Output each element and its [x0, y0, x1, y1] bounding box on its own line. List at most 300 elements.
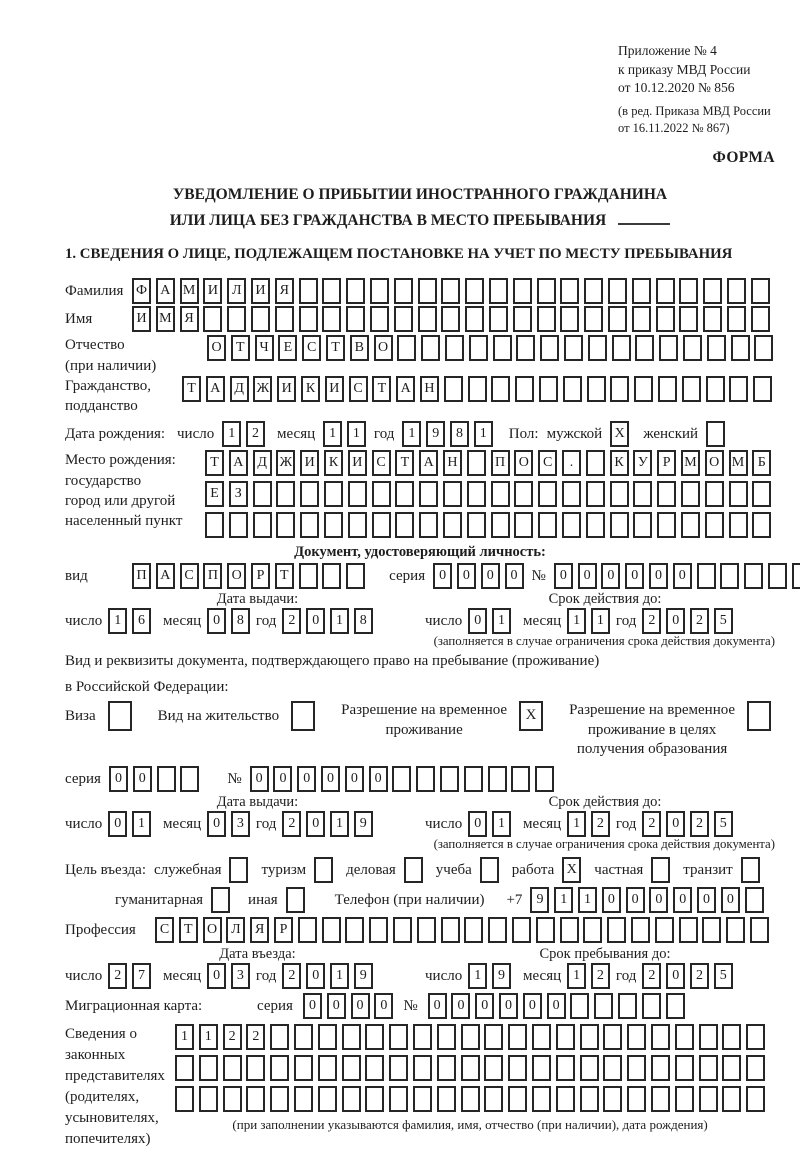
char-cell: [570, 993, 589, 1019]
char-cell: 0: [250, 766, 269, 792]
char-cell: Л: [227, 278, 246, 304]
doc-issue-day-cells: [108, 608, 151, 634]
doc-issue-year-cells: [282, 608, 372, 634]
char-cell: [342, 1024, 361, 1050]
identity-doc-row: [65, 563, 775, 589]
char-cell: 2: [282, 963, 301, 989]
char-cell: 1: [492, 608, 511, 634]
char-cell: [583, 917, 602, 943]
char-cell: П: [203, 563, 222, 589]
char-cell: 9: [530, 887, 549, 913]
char-cell: [705, 481, 724, 507]
char-cell: [556, 1086, 575, 1112]
doc-dates-row: [65, 608, 775, 634]
birthplace-cells-3: [205, 512, 771, 538]
doc-valid-group: [425, 608, 733, 634]
char-cell: [464, 917, 483, 943]
char-cell: [603, 1086, 622, 1112]
char-cell: [417, 917, 436, 943]
char-cell: О: [227, 563, 246, 589]
char-cell: 0: [505, 563, 524, 589]
char-cell: [705, 512, 724, 538]
char-cell: Т: [372, 376, 391, 402]
birthplace-cells-block: [205, 450, 771, 543]
char-cell: [754, 335, 773, 361]
section1-heading: 1. СВЕДЕНИЯ О ЛИЦЕ, ПОДЛЕЖАЩЕМ ПОСТАНОВКЕ НА УЧЕТ ПО МЕСТУ ПРЕБЫВАНИЯ: [65, 246, 733, 263]
identity-doc-heading: Документ, удостоверяющий личность:: [294, 544, 546, 561]
char-cell: 8: [450, 421, 469, 447]
purpose-label: Цель въезда:: [65, 861, 146, 878]
char-cell: 2: [246, 1024, 265, 1050]
legal-reps-cells-3: [175, 1086, 765, 1112]
char-cell: [413, 1086, 432, 1112]
sex-label: Пол:: [508, 426, 539, 443]
char-cell: [372, 512, 391, 538]
month-label: месяц: [523, 612, 562, 629]
char-cell: [441, 278, 460, 304]
char-cell: [445, 335, 464, 361]
permit-number-label: №: [227, 771, 242, 788]
char-cell: [480, 857, 499, 883]
year-label: год: [615, 612, 637, 629]
char-cell: Р: [657, 450, 676, 476]
char-cell: Т: [205, 450, 224, 476]
char-cell: [318, 1055, 337, 1081]
char-cell: [389, 1086, 408, 1112]
char-cell: 0: [601, 563, 620, 589]
name-row: [65, 306, 775, 332]
char-cell: [681, 481, 700, 507]
char-cell: М: [180, 278, 199, 304]
char-cell: 0: [345, 766, 364, 792]
char-cell: [394, 278, 413, 304]
year-label: год: [255, 612, 277, 629]
profession-cells: [155, 917, 769, 943]
char-cell: [461, 1086, 480, 1112]
char-cell: [727, 306, 746, 332]
char-cell: С: [538, 450, 557, 476]
vnzh-checkbox: [291, 701, 315, 731]
permit-valid-day-cells: [468, 811, 511, 837]
char-cell: 2: [282, 608, 301, 634]
char-cell: [211, 887, 230, 913]
char-cell: [563, 376, 582, 402]
char-cell: [512, 917, 531, 943]
char-cell: 3: [231, 963, 250, 989]
issue-date-header: Дата выдачи:: [216, 591, 299, 608]
legal-reps-row: [65, 1024, 775, 1150]
char-cell: С: [302, 335, 321, 361]
char-cell: [745, 887, 764, 913]
char-cell: [658, 376, 677, 402]
char-cell: [180, 766, 199, 792]
char-cell: [299, 563, 318, 589]
char-cell: [746, 1086, 765, 1112]
char-cell: [720, 563, 739, 589]
legal-reps-label-line: (родителях,: [65, 1088, 140, 1105]
legal-reps-note: (при заполнении указываются фамилия, имя, отчество (при наличии), дата рождения): [232, 1116, 708, 1132]
char-cell: [631, 917, 650, 943]
permit-valid-year-cells: [642, 811, 732, 837]
char-cell: [516, 335, 535, 361]
entry-date-group: [65, 963, 425, 989]
char-cell: [656, 306, 675, 332]
char-cell: 0: [523, 993, 542, 1019]
work-label: работа: [511, 861, 555, 878]
char-cell: 1: [567, 608, 586, 634]
citizenship-label: [65, 376, 182, 417]
stay-until-group: [425, 963, 733, 989]
char-cell: 0: [673, 563, 692, 589]
char-cell: И: [277, 376, 296, 402]
work-checkbox: [562, 857, 581, 883]
char-cell: [419, 481, 438, 507]
stay-day-cells: [468, 963, 511, 989]
char-cell: [633, 512, 652, 538]
doc-kind-cells: [132, 563, 365, 589]
year-label: год: [373, 426, 395, 443]
day-label: число: [65, 967, 103, 984]
edition-line: (в ред. Приказа МВД России: [618, 103, 771, 118]
char-cell: Е: [205, 481, 224, 507]
visit-purpose-row: [65, 857, 775, 883]
char-cell: [586, 512, 605, 538]
appendix-line: к приказу МВД России: [618, 61, 751, 77]
month-label: месяц: [163, 612, 202, 629]
char-cell: Т: [275, 563, 294, 589]
char-cell: [537, 278, 556, 304]
char-cell: [556, 1055, 575, 1081]
char-cell: [729, 512, 748, 538]
char-cell: [751, 306, 770, 332]
residence-doc-line1: Вид и реквизиты документа, подтверждающего право на пребывание (проживание): [65, 652, 600, 669]
char-cell: [465, 306, 484, 332]
birthplace-cells-2: [205, 481, 771, 507]
char-cell: И: [300, 450, 319, 476]
char-cell: 8: [354, 608, 373, 634]
month-label: месяц: [163, 967, 202, 984]
char-cell: [253, 512, 272, 538]
rvp-edu-checkbox: [747, 701, 771, 731]
char-cell: 0: [306, 811, 325, 837]
study-label: учеба: [435, 861, 472, 878]
char-cell: 0: [374, 993, 393, 1019]
char-cell: [679, 917, 698, 943]
char-cell: [175, 1086, 194, 1112]
name-cells: [132, 306, 770, 332]
permit-issue-day-cells: [108, 811, 151, 837]
char-cell: [610, 481, 629, 507]
char-cell: [346, 278, 365, 304]
char-cell: [697, 563, 716, 589]
char-cell: [348, 512, 367, 538]
char-cell: 0: [721, 887, 740, 913]
char-cell: [397, 335, 416, 361]
birthplace-row: [65, 450, 775, 543]
doc-valid-month-cells: [567, 608, 610, 634]
char-cell: [421, 335, 440, 361]
char-cell: [513, 278, 532, 304]
char-cell: [348, 481, 367, 507]
char-cell: Т: [395, 450, 414, 476]
char-cell: [322, 917, 341, 943]
char-cell: К: [301, 376, 320, 402]
char-cell: 5: [714, 811, 733, 837]
char-cell: [300, 512, 319, 538]
char-cell: 1: [567, 963, 586, 989]
visa-label: Виза: [65, 707, 96, 724]
char-cell: [655, 917, 674, 943]
char-cell: [635, 335, 654, 361]
doc-number-cells: [554, 563, 800, 589]
char-cell: 0: [207, 608, 226, 634]
char-cell: X: [610, 421, 629, 447]
char-cell: [464, 766, 483, 792]
form-title: [65, 182, 775, 235]
char-cell: [727, 278, 746, 304]
char-cell: Р: [274, 917, 293, 943]
char-cell: [683, 335, 702, 361]
doc-valid-year-cells: [642, 608, 732, 634]
issue-date-header: Дата выдачи:: [216, 794, 299, 811]
char-cell: [594, 993, 613, 1019]
citizenship-label-line: Гражданство,: [65, 377, 152, 394]
char-cell: [322, 306, 341, 332]
entry-dates-row: [65, 963, 775, 989]
char-cell: [246, 1055, 265, 1081]
char-cell: [469, 335, 488, 361]
char-cell: 2: [690, 811, 709, 837]
char-cell: [444, 376, 463, 402]
char-cell: [731, 335, 750, 361]
char-cell: [540, 335, 559, 361]
char-cell: [560, 917, 579, 943]
char-cell: [322, 278, 341, 304]
char-cell: [610, 376, 629, 402]
char-cell: [372, 481, 391, 507]
char-cell: [746, 1024, 765, 1050]
char-cell: 9: [354, 811, 373, 837]
char-cell: X: [562, 857, 581, 883]
char-cell: [345, 917, 364, 943]
char-cell: 9: [354, 963, 373, 989]
char-cell: [199, 1055, 218, 1081]
char-cell: [394, 306, 413, 332]
char-cell: [443, 512, 462, 538]
char-cell: [488, 766, 507, 792]
char-cell: [199, 1086, 218, 1112]
patronymic-label-line: (при наличии): [65, 357, 157, 374]
char-cell: 1: [222, 421, 241, 447]
char-cell: [299, 306, 318, 332]
char-cell: 0: [578, 563, 597, 589]
char-cell: [627, 1086, 646, 1112]
char-cell: [706, 421, 725, 447]
char-cell: А: [206, 376, 225, 402]
char-cell: 0: [451, 993, 470, 1019]
char-cell: [538, 481, 557, 507]
mig-series-label: серия: [257, 997, 293, 1014]
char-cell: 0: [351, 993, 370, 1019]
stay-until-header: Срок пребывания до:: [539, 945, 671, 962]
patronymic-label: [65, 335, 207, 376]
male-checkbox: [610, 421, 629, 447]
char-cell: 1: [474, 421, 493, 447]
surname-label: Фамилия: [65, 283, 124, 300]
char-cell: [465, 278, 484, 304]
business-label: деловая: [346, 861, 396, 878]
char-cell: [108, 701, 132, 731]
char-cell: [729, 376, 748, 402]
year-label: год: [255, 815, 277, 832]
char-cell: 2: [642, 608, 661, 634]
char-cell: [608, 278, 627, 304]
char-cell: К: [324, 450, 343, 476]
stay-month-cells: [567, 963, 610, 989]
char-cell: [203, 306, 222, 332]
char-cell: [489, 306, 508, 332]
doc-valid-note: (заполняется в случае ограничения срока действия документа): [433, 633, 775, 648]
char-cell: 0: [433, 563, 452, 589]
valid-until-header: Срок действия до:: [548, 591, 662, 608]
rvp-edu-label: [569, 701, 735, 760]
mig-number-cells: [428, 993, 685, 1019]
char-cell: 1: [578, 887, 597, 913]
appendix-line: от 10.12.2020 № 856: [618, 80, 735, 96]
char-cell: 1: [330, 608, 349, 634]
char-cell: [699, 1086, 718, 1112]
char-cell: Ф: [132, 278, 151, 304]
day-label: число: [425, 815, 463, 832]
char-cell: [443, 481, 462, 507]
char-cell: [642, 993, 661, 1019]
char-cell: [752, 481, 771, 507]
char-cell: [675, 1086, 694, 1112]
char-cell: [699, 1055, 718, 1081]
char-cell: Т: [179, 917, 198, 943]
char-cell: [603, 1055, 622, 1081]
char-cell: [467, 481, 486, 507]
char-cell: [413, 1055, 432, 1081]
char-cell: [437, 1024, 456, 1050]
char-cell: 2: [690, 608, 709, 634]
citizenship-cells: [182, 376, 772, 402]
char-cell: [750, 917, 769, 943]
humanitarian-checkbox: [211, 887, 230, 913]
char-cell: [365, 1055, 384, 1081]
birthplace-label-line: населенный пункт: [65, 513, 183, 530]
appendix-block: [618, 42, 775, 137]
char-cell: [792, 563, 800, 589]
char-cell: [634, 376, 653, 402]
char-cell: 0: [321, 766, 340, 792]
char-cell: 0: [649, 887, 668, 913]
char-cell: [318, 1024, 337, 1050]
official-label: служебная: [153, 861, 222, 878]
char-cell: М: [729, 450, 748, 476]
char-cell: [633, 481, 652, 507]
char-cell: [703, 306, 722, 332]
char-cell: X: [519, 701, 543, 731]
char-cell: 0: [306, 963, 325, 989]
char-cell: О: [203, 917, 222, 943]
char-cell: 2: [591, 811, 610, 837]
char-cell: 0: [602, 887, 621, 913]
vnzh-label: Вид на жительство: [157, 707, 280, 724]
char-cell: [418, 306, 437, 332]
char-cell: 0: [481, 563, 500, 589]
birth-day-cells: [222, 421, 265, 447]
char-cell: 0: [649, 563, 668, 589]
char-cell: 1: [199, 1024, 218, 1050]
char-cell: 0: [626, 887, 645, 913]
char-cell: 0: [109, 766, 128, 792]
char-cell: [418, 278, 437, 304]
permit-number-cells: [250, 766, 555, 792]
char-cell: Ж: [276, 450, 295, 476]
rvp-label-line: Разрешение на временное: [341, 701, 508, 718]
migration-card-row: [65, 993, 775, 1019]
char-cell: 3: [231, 811, 250, 837]
profession-label: Профессия: [65, 921, 136, 938]
permit-valid-month-cells: [567, 811, 610, 837]
profession-row: [65, 917, 775, 943]
char-cell: [468, 376, 487, 402]
rvp-checkbox: [519, 701, 543, 731]
char-cell: [744, 563, 763, 589]
birthplace-label-line: Место рождения:: [65, 452, 176, 469]
char-cell: 1: [132, 811, 151, 837]
legal-reps-label-line: представителях: [65, 1067, 165, 1084]
rvp-label-line: проживание: [385, 721, 463, 738]
char-cell: П: [132, 563, 151, 589]
permit-series-label: серия: [65, 771, 101, 788]
char-cell: У: [633, 450, 652, 476]
char-cell: [416, 766, 435, 792]
char-cell: [651, 857, 670, 883]
char-cell: 0: [697, 887, 716, 913]
char-cell: [632, 306, 651, 332]
entry-date-header: Дата въезда:: [219, 945, 296, 962]
edition-line: от 16.11.2022 № 867): [618, 120, 730, 135]
day-label: число: [65, 612, 103, 629]
char-cell: 1: [175, 1024, 194, 1050]
char-cell: [491, 376, 510, 402]
char-cell: 1: [108, 608, 127, 634]
doc-issue-month-cells: [207, 608, 250, 634]
char-cell: С: [372, 450, 391, 476]
char-cell: [722, 1055, 741, 1081]
other-label: иная: [248, 891, 278, 908]
legal-reps-label-line: Сведения о: [65, 1025, 137, 1042]
male-label: мужской: [546, 426, 603, 443]
char-cell: [270, 1055, 289, 1081]
char-cell: [229, 857, 248, 883]
humanitarian-label: гуманитарная: [115, 891, 204, 908]
char-cell: .: [562, 450, 581, 476]
private-label: частная: [594, 861, 644, 878]
form-title-line1: УВЕДОМЛЕНИЕ О ПРИБЫТИИ ИНОСТРАННОГО ГРАЖДАНИНА: [172, 185, 668, 203]
char-cell: [707, 335, 726, 361]
char-cell: [342, 1055, 361, 1081]
char-cell: 2: [223, 1024, 242, 1050]
permit-valid-group: [425, 811, 733, 837]
business-checkbox: [404, 857, 423, 883]
char-cell: [679, 278, 698, 304]
migration-card-label: Миграционная карта:: [65, 997, 203, 1014]
permit-issue-month-cells: [207, 811, 250, 837]
char-cell: И: [203, 278, 222, 304]
